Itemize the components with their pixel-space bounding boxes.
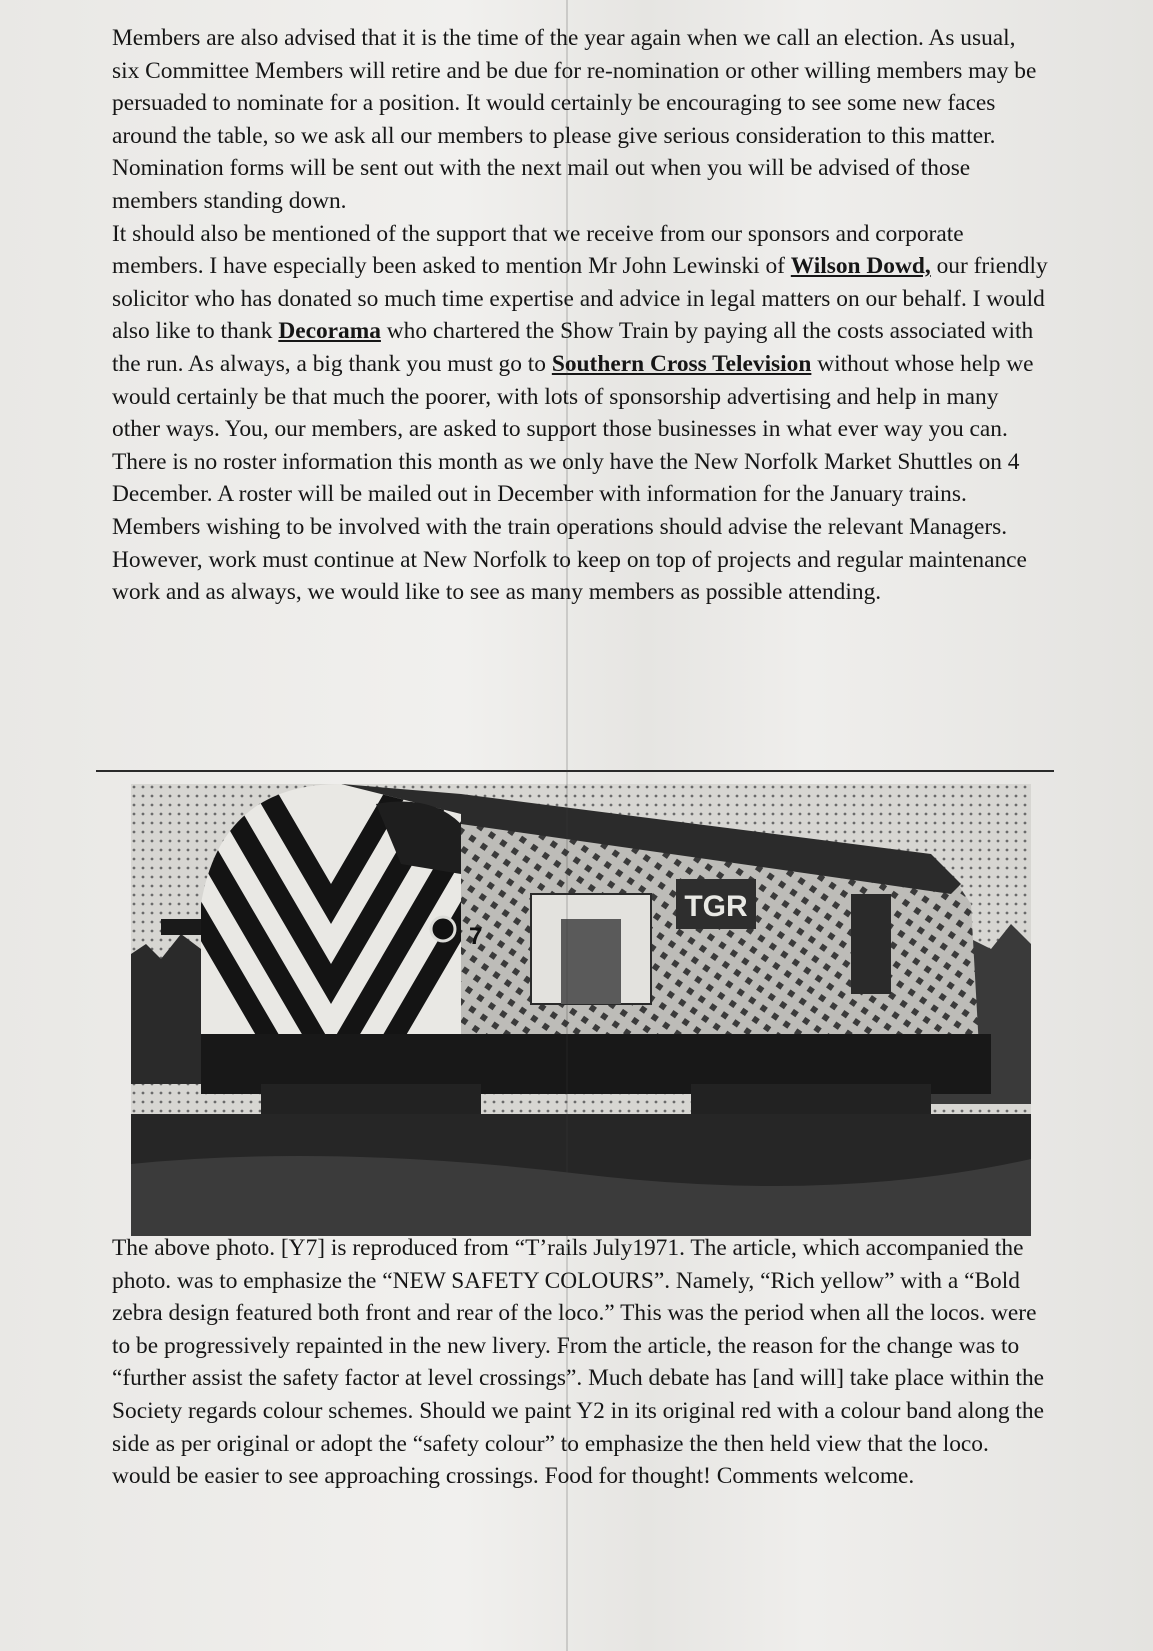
side-window — [851, 894, 891, 994]
sponsors-paragraph — [112, 218, 1048, 446]
loco-number: 7 — [469, 923, 483, 950]
engine-grille — [561, 919, 621, 1004]
sponsor-decorama: Decorama — [278, 318, 381, 345]
election-paragraph: Members are also advised that it is the time of the year again when we call an election. As usual, six Committee Members will retire and be due for re-nomination or other willing members may be persuaded to nominate for a position. It would certainly be encouraging to see some new faces around the table, so we ask all our members to please give serious consideration to this matter. Nomination forms will be sent out with the next mail out when you will be advised of those members standing down. — [112, 25, 1037, 214]
paper-fold-line — [566, 0, 568, 1651]
sponsors-text-1: It should also be mentioned of the support that we receive from our sponsors and corporate members. I have especially been asked to mention Mr John Lewinski of — [112, 220, 964, 280]
horn — [161, 919, 201, 935]
roster-paragraph: There is no roster information this month as we only have the New Norfolk Market Shuttles on 4 December. A roster will be mailed out in December with information for the January trains. Members wishing to be involved with the train operations should advise the relevant Managers. However, work must continue at New Norfolk to keep on top of projects and regular maintenance work and as always, we would like to see as many members as possible attending. — [112, 448, 1027, 606]
trees-left — [131, 934, 201, 1084]
photo-caption — [112, 1232, 1048, 1493]
caption-text: The above photo. [Y7] is reproduced from “T’rails July1971. The article, which accompanied the photo. was to emphasize the “NEW SAFETY COLOURS”. Namely, “Rich yellow” with a “Bold zebra design featured both front and rear of the loco.” This was the period when all the locos. were to be progressively repainted in the new livery. From the article, the reason for the change was to “further assist the safety factor at level crossings”. Much debate has [and will] take place within the Society regards colour schemes. Should we paint Y2 in its original red with a colour band along the side as per original or adopt the “safety colour” to emphasize the then held view that the loco. would be easier to see approaching crossings. Food for thought! Comments welcome. — [112, 1235, 1045, 1490]
locomotive-photo — [131, 784, 1031, 1236]
sponsors-text-3: who chartered the Show Train by paying all the costs associated with the run. As always, a big thank you must go to — [112, 318, 1034, 377]
livery-logo: TGR — [684, 890, 748, 923]
article-body — [112, 22, 1048, 609]
sponsors-text-2: our friendly solicitor who has donated so much time expertise and advice in legal matters on our behalf. I would also like to thank — [112, 253, 1048, 345]
sponsor-wilson-dowd: Wilson Dowd, — [790, 253, 931, 280]
sponsors-text-4: without whose help we would certainly be that much the poorer, with lots of sponsorship advertising and help in many other ways. You, our members, are asked to support those businesses in what ever way you can. — [112, 350, 1034, 443]
headlight — [431, 917, 455, 941]
locomotive-illustration — [131, 784, 1031, 1236]
section-divider — [96, 770, 1054, 772]
sponsor-southern-cross-television: Southern Cross Television — [551, 350, 812, 377]
